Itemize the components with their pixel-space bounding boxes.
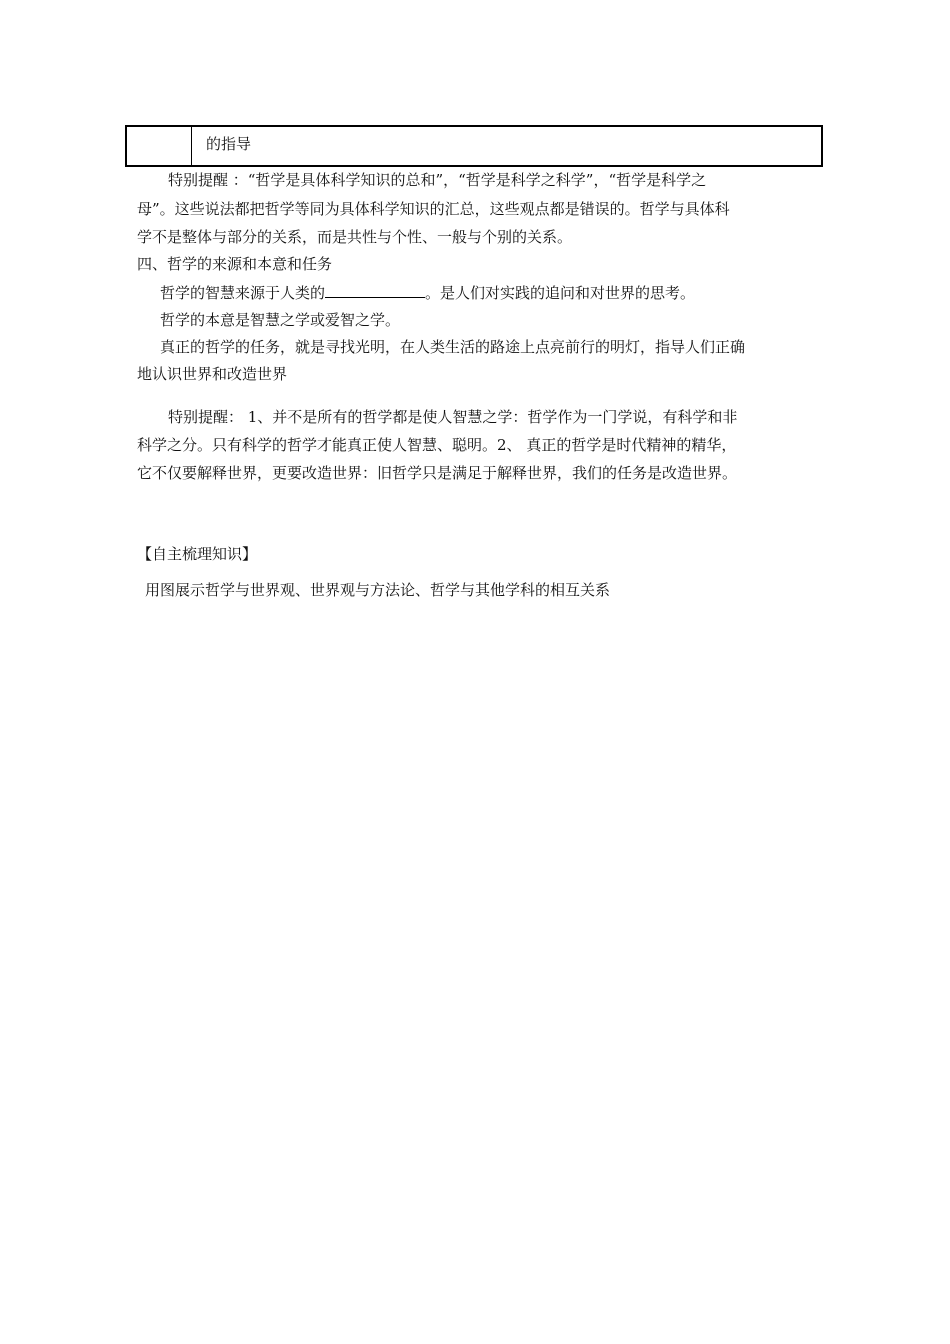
source-text-after: 。是人们对实践的追问和对世界的思考。: [425, 284, 696, 302]
fill-in-blank[interactable]: [325, 282, 425, 298]
table-cell-text: 的指导: [206, 135, 252, 153]
section4-source-line: [160, 282, 695, 303]
reminder1-line2: 母”。这些说法都把哲学等同为具体科学知识的汇总，这些观点都是错误的。哲学与具体科: [137, 200, 730, 218]
source-text-before: 哲学的智慧来源于人类的: [160, 284, 326, 302]
reminder2-line3: 它不仅要解释世界，更要改造世界：旧哲学只是满足于解释世界，我们的任务是改造世界。: [137, 464, 738, 482]
reminder2-line2: 科学之分。只有科学的哲学才能真正使人智慧、聪明。2、 真正的哲学是时代精神的精华，: [137, 436, 737, 454]
table-cell-empty: [127, 127, 192, 165]
table-fragment: [125, 125, 823, 167]
section4-task-line1: 真正的哲学的任务，就是寻找光明，在人类生活的路途上点亮前行的明灯，指导人们正确: [160, 338, 746, 356]
section4-heading: 四、哲学的来源和本意和任务: [137, 255, 333, 273]
self-study-heading: 【自主梳理知识】: [137, 545, 258, 563]
section4-task-line2: 地认识世界和改造世界: [137, 365, 288, 383]
section4-meaning: 哲学的本意是智慧之学或爱智之学。: [160, 311, 401, 329]
self-study-instruction: 用图展示哲学与世界观、世界观与方法论、哲学与其他学科的相互关系: [145, 581, 611, 599]
reminder1-line3: 学不是整体与部分的关系，而是共性与个性、一般与个别的关系。: [137, 228, 573, 246]
reminder2-line1: 特别提醒： 1、并不是所有的哲学都是使人智慧之学：哲学作为一门学说，有科学和非: [168, 408, 738, 426]
reminder1-line1: 特别提醒 ：“哲学是具体科学知识的总和”，“哲学是科学之科学”，“哲学是科学之: [168, 171, 707, 189]
